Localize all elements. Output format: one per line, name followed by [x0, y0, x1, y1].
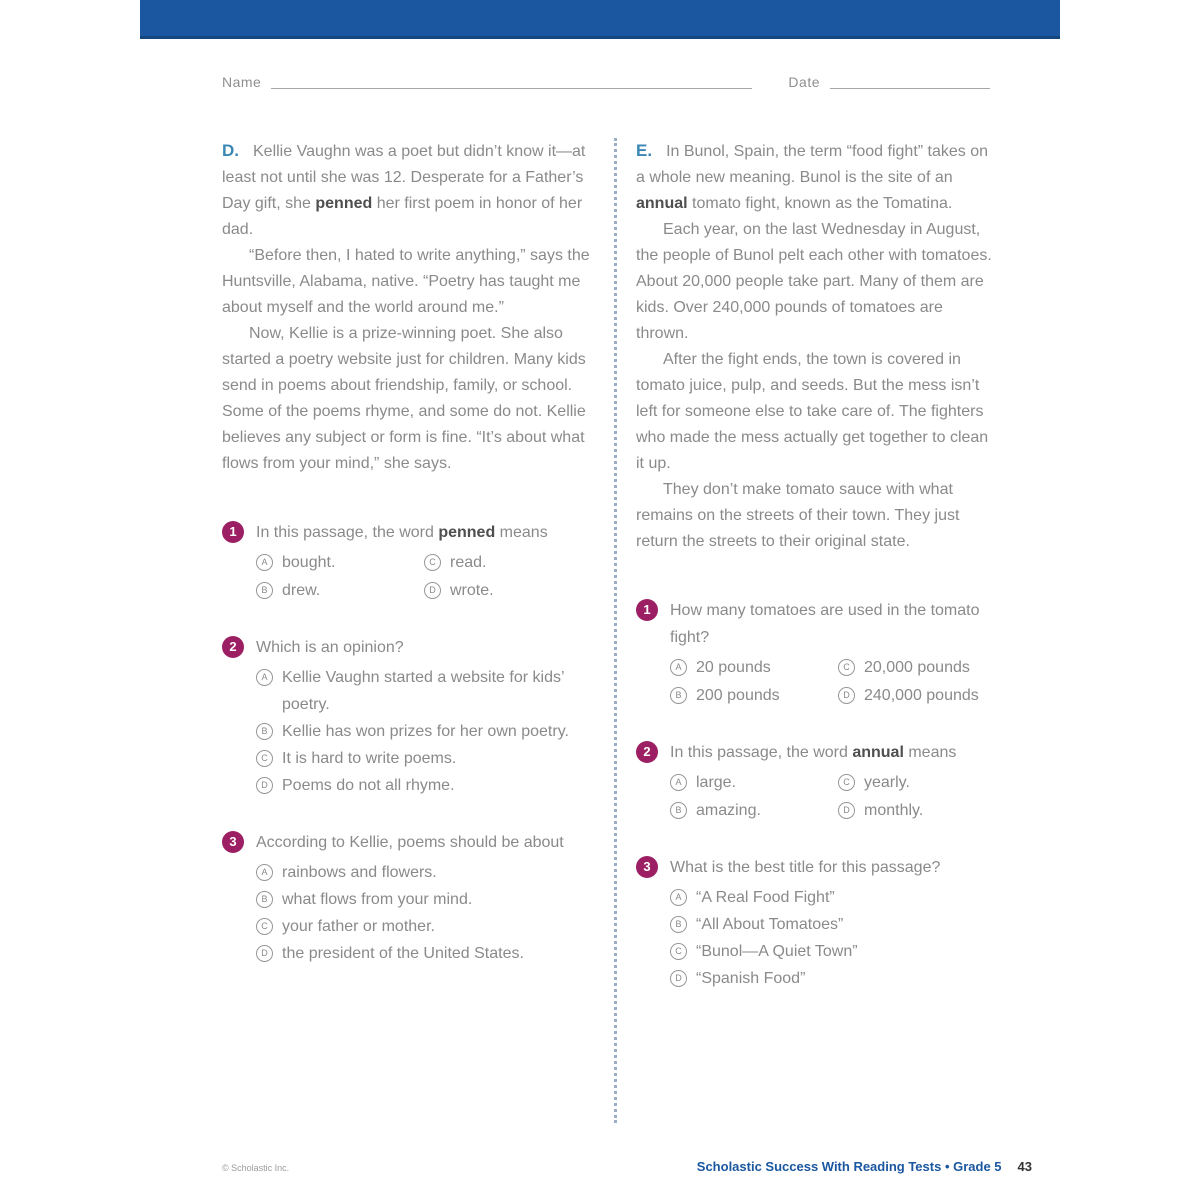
question-number-badge: 1: [222, 521, 244, 543]
choice-letter-bubble: A: [670, 774, 687, 791]
date-input-line[interactable]: [830, 84, 990, 89]
choice-letter-bubble: B: [670, 802, 687, 819]
dotted-divider: [614, 138, 617, 1123]
choice-letter-bubble: C: [256, 918, 273, 935]
answer-choice-d[interactable]: [838, 797, 996, 824]
question: [636, 739, 996, 824]
questions: [222, 519, 598, 967]
choice-text: 240,000 pounds: [864, 687, 979, 704]
answer-choice-a[interactable]: [256, 549, 424, 576]
copyright-text: © Scholastic Inc.: [222, 1163, 290, 1173]
question-number-badge: 3: [636, 856, 658, 878]
answer-choice-c[interactable]: [424, 549, 598, 576]
answer-choices: [256, 549, 598, 604]
choice-letter-bubble: A: [256, 554, 273, 571]
passage-letter: D.: [222, 141, 239, 160]
choice-text: 200 pounds: [696, 687, 780, 704]
answer-choice-a[interactable]: [256, 664, 598, 718]
answer-choice-c[interactable]: [838, 769, 996, 796]
choice-text: Kellie Vaughn started a website for kids’ poetry.: [282, 669, 564, 713]
page-number: 43: [1017, 1159, 1032, 1174]
question: [222, 634, 598, 799]
page-footer: [222, 1159, 1032, 1174]
choice-text: 20 pounds: [696, 659, 771, 676]
answer-choices: [670, 654, 996, 709]
question-prompt: In this passage, the word annual means: [670, 744, 957, 761]
choice-letter-bubble: B: [670, 687, 687, 704]
choice-letter-bubble: D: [670, 970, 687, 987]
date-label: Date: [788, 74, 820, 90]
choice-letter-bubble: C: [838, 774, 855, 791]
answer-choice-d[interactable]: [424, 577, 598, 604]
answer-choices: [670, 769, 996, 824]
choice-text: wrote.: [450, 582, 494, 599]
choice-letter-bubble: D: [838, 802, 855, 819]
answer-choice-b[interactable]: [256, 886, 598, 913]
passage-paragraph: They don’t make tomato sauce with what remains on the streets of their town. They just return the streets to their original state.: [636, 481, 960, 550]
choice-text: read.: [450, 554, 487, 571]
passage-paragraph: “Before then, I hated to write anything,” says the Huntsville, Alabama, native. “Poetry has taught me about myself and the world around me.”: [222, 247, 590, 316]
answer-choices: [256, 859, 598, 967]
question-head: [636, 739, 996, 766]
passage: [636, 138, 996, 555]
choice-text: “All About Tomatoes”: [696, 916, 844, 933]
question-head: [636, 854, 996, 881]
question: [222, 829, 598, 967]
choice-text: rainbows and flowers.: [282, 864, 437, 881]
choice-letter-bubble: C: [670, 943, 687, 960]
choice-letter-bubble: C: [424, 554, 441, 571]
question: [222, 519, 598, 604]
choice-letter-bubble: D: [256, 945, 273, 962]
question: [636, 597, 996, 709]
question-number-badge: 3: [222, 831, 244, 853]
answer-choice-d[interactable]: [838, 682, 996, 709]
choice-letter-bubble: B: [256, 582, 273, 599]
answer-choice-d[interactable]: [256, 940, 598, 967]
choice-letter-bubble: B: [256, 723, 273, 740]
answer-choice-a[interactable]: [670, 884, 996, 911]
choice-text: monthly.: [864, 802, 924, 819]
choice-text: what flows from your mind.: [282, 891, 473, 908]
name-date-row: [222, 74, 990, 90]
question-prompt: How many tomatoes are used in the tomato fight?: [670, 602, 980, 646]
question-number-badge: 2: [222, 636, 244, 658]
answer-choice-c[interactable]: [256, 745, 598, 772]
questions: [636, 597, 996, 992]
choice-letter-bubble: D: [256, 777, 273, 794]
passage: [222, 138, 598, 477]
question-head: [636, 597, 996, 651]
header-bar: [140, 0, 1060, 39]
passage-paragraph: Now, Kellie is a prize-winning poet. She also started a poetry website just for children. Many kids send in poems about friendship, family, or school. Some of the poems rhyme, and some do not. Kellie believes any subject or form is fine. “It’s about what flows from your mind,” she says.: [222, 325, 586, 472]
answer-choice-b[interactable]: [256, 577, 424, 604]
answer-choices: [670, 884, 996, 992]
choice-text: large.: [696, 774, 737, 791]
passage-paragraph: E. In Bunol, Spain, the term “food fight” takes on a whole new meaning. Bunol is the site of an annual tomato fight, known as the Tomatina.: [636, 141, 989, 212]
book-title-line: [697, 1159, 1032, 1174]
choice-text: the president of the United States.: [282, 945, 524, 962]
passage-paragraph: Each year, on the last Wednesday in August, the people of Bunol pelt each other with tomatoes. About 20,000 people take part. Many of them are kids. Over 240,000 pounds of tomatoes are thrown.: [636, 221, 992, 342]
question-prompt: Which is an opinion?: [256, 639, 404, 656]
choice-text: “A Real Food Fight”: [696, 889, 835, 906]
choice-text: bought.: [282, 554, 336, 571]
question-number-badge: 2: [636, 741, 658, 763]
choice-letter-bubble: B: [256, 891, 273, 908]
worksheet-page: [140, 0, 1060, 1200]
choice-letter-bubble: A: [256, 669, 273, 686]
book-title: Scholastic Success With Reading Tests • Grade 5: [696, 1159, 1002, 1174]
answer-choice-b[interactable]: [670, 797, 838, 824]
choice-text: your father or mother.: [282, 918, 435, 935]
question-prompt: What is the best title for this passage?: [670, 859, 941, 876]
choice-text: It is hard to write poems.: [282, 750, 457, 767]
choice-text: 20,000 pounds: [864, 659, 970, 676]
question-head: [222, 519, 598, 546]
answer-choices: [256, 664, 598, 799]
choice-text: “Spanish Food”: [696, 970, 806, 987]
choice-text: Kellie has won prizes for her own poetry.: [282, 723, 569, 740]
question-head: [222, 634, 598, 661]
answer-choice-c[interactable]: [670, 938, 996, 965]
answer-choice-a[interactable]: [256, 859, 598, 886]
passage-paragraph: D. Kellie Vaughn was a poet but didn’t know it—at least not until she was 12. Desperate for a Father’s Day gift, she penned her first poem in honor of her dad.: [222, 141, 586, 238]
choice-letter-bubble: B: [670, 916, 687, 933]
choice-text: “Bunol—A Quiet Town”: [696, 943, 858, 960]
passage-letter: E.: [636, 141, 653, 160]
answer-choice-a[interactable]: [670, 769, 838, 796]
choice-letter-bubble: A: [670, 659, 687, 676]
answer-choice-b[interactable]: [670, 682, 838, 709]
choice-text: Poems do not all rhyme.: [282, 777, 455, 794]
choice-letter-bubble: C: [256, 750, 273, 767]
choice-text: yearly.: [864, 774, 910, 791]
answer-choice-b[interactable]: [670, 911, 996, 938]
question-prompt: According to Kellie, poems should be about: [256, 834, 564, 851]
question-head: [222, 829, 598, 856]
name-input-line[interactable]: [271, 84, 752, 89]
answer-choice-c[interactable]: [838, 654, 996, 681]
choice-text: drew.: [282, 582, 321, 599]
choice-letter-bubble: A: [256, 864, 273, 881]
passage-e-column: [636, 138, 996, 992]
question-number-badge: 1: [636, 599, 658, 621]
answer-choice-c[interactable]: [256, 913, 598, 940]
choice-letter-bubble: D: [838, 687, 855, 704]
choice-letter-bubble: D: [424, 582, 441, 599]
question-prompt: In this passage, the word penned means: [256, 524, 548, 541]
passage-paragraph: After the fight ends, the town is covered in tomato juice, pulp, and seeds. But the mess isn’t left for someone else to take care of. The fighters who made the mess actually get together to clean it up.: [636, 351, 989, 472]
choice-letter-bubble: C: [838, 659, 855, 676]
choice-letter-bubble: A: [670, 889, 687, 906]
question: [636, 854, 996, 992]
answer-choice-b[interactable]: [256, 718, 598, 745]
passage-d-column: [222, 138, 598, 967]
choice-text: amazing.: [696, 802, 761, 819]
name-label: Name: [222, 74, 262, 90]
answer-choice-d[interactable]: [670, 965, 996, 992]
answer-choice-a[interactable]: [670, 654, 838, 681]
worksheet-columns: [222, 138, 996, 1123]
answer-choice-d[interactable]: [256, 772, 598, 799]
